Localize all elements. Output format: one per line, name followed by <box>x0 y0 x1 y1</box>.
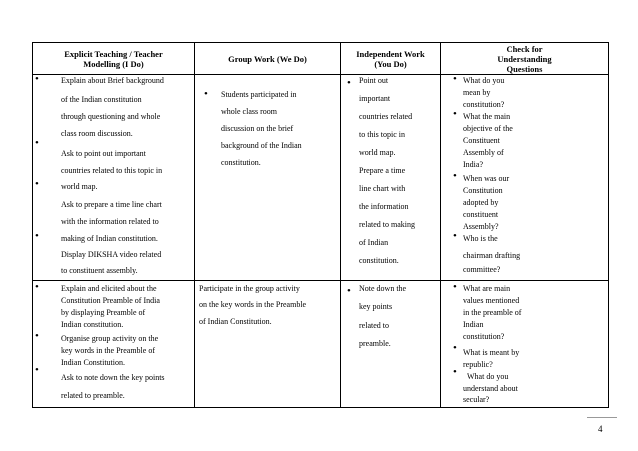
text-line: Explain and elicited about the <box>61 284 157 293</box>
header-explicit-teaching <box>33 43 195 75</box>
header-line: Independent Work <box>356 48 425 59</box>
text-line: world map. <box>359 148 396 157</box>
text-line: making of Indian constitution. <box>61 234 158 243</box>
text-line: to constituent assembly. <box>61 266 138 275</box>
text-line: important <box>359 94 391 103</box>
text-line: class room discussion. <box>61 129 133 138</box>
text-line: with the information related to <box>61 217 159 226</box>
text-line: India? <box>463 160 483 169</box>
bullet-icon: • <box>453 281 457 293</box>
bullet-icon: • <box>35 281 39 293</box>
text-line: Constitution <box>463 186 503 195</box>
bullet-icon: • <box>35 230 39 242</box>
text-line: constituent <box>463 210 499 219</box>
header-line: Check for <box>506 43 543 54</box>
text-line: of Indian Constitution. <box>199 317 272 326</box>
bullet-icon: • <box>35 330 39 342</box>
bullet-icon: • <box>453 74 457 85</box>
cell-independent-work <box>341 75 441 281</box>
header-line: (You Do) <box>374 58 407 69</box>
bullet-icon: • <box>35 74 39 85</box>
bullet-icon: • <box>35 178 39 190</box>
text-line: countries related <box>359 112 413 121</box>
header-line: Modelling (I Do) <box>83 58 144 69</box>
footer-rule <box>587 417 617 418</box>
text-line: Indian <box>463 320 484 329</box>
lesson-plan-table <box>32 42 609 408</box>
table-row <box>33 75 609 281</box>
text-line: to this topic in <box>359 130 405 139</box>
text-line: Note down the <box>359 284 407 293</box>
header-line: Understanding <box>497 53 552 64</box>
text-line: constitution. <box>221 158 261 167</box>
text-line: line chart with <box>359 184 406 193</box>
text-line: Point out <box>359 76 389 85</box>
cell-independent-work <box>341 281 441 408</box>
text-line: Assembly? <box>463 222 499 231</box>
text-line: Assembly of <box>463 148 504 157</box>
text-line: key points <box>359 302 393 311</box>
text-line: What do you <box>463 76 505 85</box>
text-line: Indian constitution. <box>61 320 124 329</box>
text-line: constitution? <box>463 100 505 109</box>
bullet-icon: • <box>453 230 457 242</box>
text-line: background of the Indian <box>221 141 302 150</box>
bullet-icon: • <box>347 285 351 297</box>
text-line: Constitution Preamble of India <box>61 296 160 305</box>
text-line: adopted by <box>463 198 499 207</box>
text-line: constitution? <box>463 332 505 341</box>
text-line: by displaying Preamble of <box>61 308 146 317</box>
bullet-icon: • <box>347 77 351 89</box>
header-line: Group Work (We Do) <box>228 53 307 64</box>
text-line: Participate in the group activity <box>199 284 300 293</box>
text-line: Indian Constitution. <box>61 358 125 367</box>
text-line: objective of the <box>463 124 513 133</box>
bullet-icon: • <box>453 366 457 378</box>
text-line: Ask to prepare a time line chart <box>61 200 162 209</box>
text-line: What are main <box>463 284 511 293</box>
bullet-icon: • <box>453 342 457 354</box>
text-line: preamble. <box>359 339 391 348</box>
text-line: on the key words in the Preamble <box>199 300 307 309</box>
cell-check-understanding <box>441 75 609 281</box>
text-line: understand about <box>463 384 518 393</box>
text-line: related to preamble. <box>61 391 125 400</box>
text-line: the information <box>359 202 409 211</box>
text-line: through questioning and whole <box>61 112 161 121</box>
text-line: republic? <box>463 360 493 369</box>
text-line: key words in the Preamble of <box>61 346 155 355</box>
cell-group-work <box>195 75 341 281</box>
header-independent-work <box>341 43 441 75</box>
bullet-icon: • <box>35 137 39 149</box>
header-line: Explicit Teaching / Teacher <box>64 48 163 59</box>
text-line: Organise group activity on the <box>61 334 159 343</box>
text-line: What the main <box>463 112 511 121</box>
bullet-icon: • <box>453 170 457 182</box>
text-line: When was our <box>463 174 510 183</box>
text-line: in the preamble of <box>463 308 522 317</box>
page-number: 4 <box>598 424 603 434</box>
bullet-icon: • <box>453 108 457 120</box>
header-group-work <box>195 43 341 75</box>
text-line: Explain about Brief background <box>61 76 164 85</box>
bullet-icon: • <box>35 364 39 376</box>
text-line: committee? <box>463 265 501 274</box>
text-line: Display DIKSHA video related <box>61 250 162 259</box>
text-line: related to <box>359 321 389 330</box>
text-line: discussion on the brief <box>221 124 294 133</box>
cell-group-work <box>195 281 341 408</box>
header-check-understanding <box>441 43 609 75</box>
cell-explicit-teaching <box>33 281 195 408</box>
text-line: secular? <box>463 395 490 404</box>
text-line: Ask to point out important <box>61 149 146 158</box>
text-line: related to making <box>359 220 415 229</box>
text-line: What do you <box>467 372 509 381</box>
text-line: Students participated in <box>221 90 297 99</box>
text-line: chairman drafting <box>463 251 521 260</box>
text-line: of the Indian constitution <box>61 95 142 104</box>
text-line: Prepare a time <box>359 166 406 175</box>
text-line: whole class room <box>221 107 277 116</box>
text-line: world map. <box>61 182 98 191</box>
header-line: Questions <box>506 63 543 74</box>
text-line: values mentioned <box>463 296 520 305</box>
table-header-row <box>33 43 609 75</box>
text-line: What is meant by <box>463 348 520 357</box>
text-line: Constituent <box>463 136 500 145</box>
cell-check-understanding <box>441 281 609 408</box>
text-line: countries related to this topic in <box>61 166 163 175</box>
text-line: of Indian <box>359 238 389 247</box>
text-line: mean by <box>463 88 491 97</box>
text-line: constitution. <box>359 256 399 265</box>
text-line: Ask to note down the key points <box>61 373 165 382</box>
bullet-icon: • <box>204 88 208 100</box>
cell-explicit-teaching <box>33 75 195 281</box>
table-row <box>33 281 609 408</box>
text-line: Who is the <box>463 234 498 243</box>
